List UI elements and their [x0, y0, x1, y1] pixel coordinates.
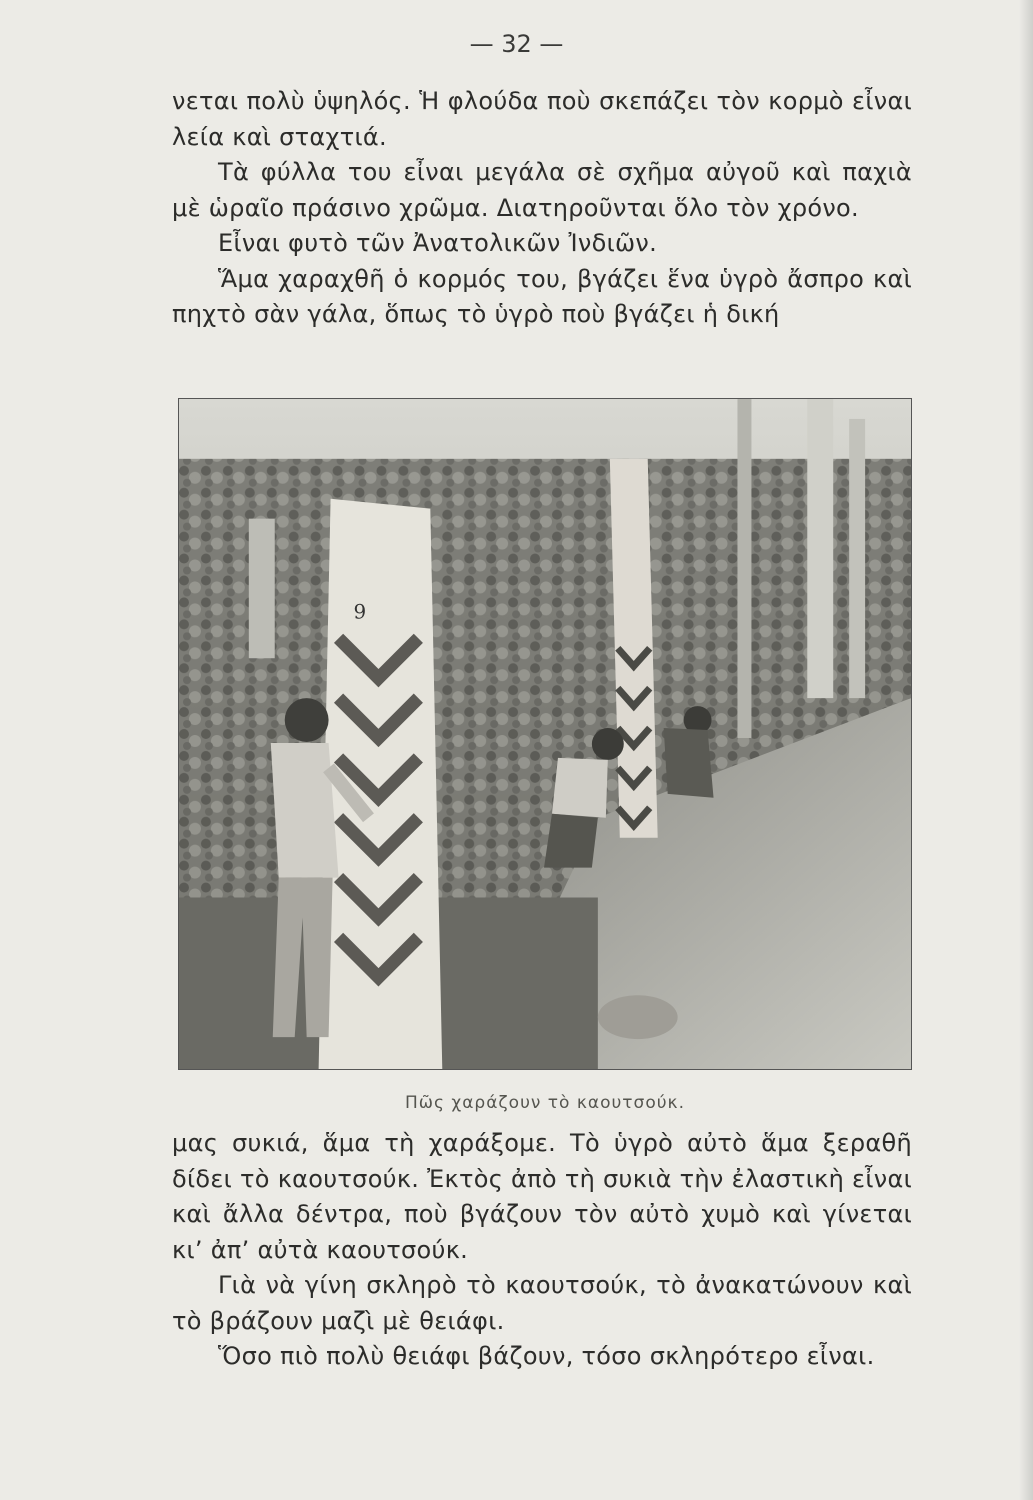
paragraph-sulfur: Γιὰ νὰ γίνη σκληρὸ τὸ καουτσούκ, τὸ ἀνακατώνουν καὶ τὸ βράζουν μαζὶ μὲ θειάφι. — [172, 1271, 912, 1335]
rock — [598, 995, 678, 1039]
photo-illustration — [179, 399, 911, 1069]
paragraph-hardness: Ὅσο πιὸ πολὺ θειάφι βάζουν, τόσο σκληρότερο εἶναι. — [218, 1342, 875, 1370]
paragraph-fig-tree: μας συκιά, ἅμα τὴ χαράξομε. Τὸ ὑγρὸ αὐτὸ ἅμα ξεραθῆ δίδει τὸ καουτσούκ. Ἐκτὸς ἀπὸ τὴ συκιὰ τὴν ἐλαστικὴ εἶναι καὶ ἄλλα δέντρα, ποὺ βγάζουν τὸν αὐτὸ χυμὸ καὶ γίνεται κι’ ἀπ’ αὐτὰ καουτσούκ. — [172, 1129, 912, 1264]
bottom-text-block — [172, 1126, 912, 1375]
rubber-tapping-photo — [178, 398, 912, 1070]
page-edge-shadow — [1019, 0, 1033, 1500]
figure-caption: Πῶς χαράζουν τὸ καουτσούκ. — [405, 1093, 685, 1113]
page-number: — 32 — — [469, 30, 564, 58]
tree-number-label: 9 — [353, 599, 367, 624]
paragraph-leaves: Τὰ φύλλα του εἶναι μεγάλα σὲ σχῆμα αὐγοῦ καὶ παχιὰ μὲ ὡραῖο πράσινο χρῶμα. Διατηροῦνται ὅλο τὸν χρόνο. — [172, 158, 912, 222]
paragraph-sap: Ἅμα χαραχθῆ ὁ κορμός του, βγάζει ἕνα ὑγρὸ ἄσπρο καὶ πηχτὸ σὰν γάλα, ὅπως τὸ ὑγρὸ ποὺ βγάζει ἡ δική — [172, 264, 912, 328]
paragraph-origin: Εἶναι φυτὸ τῶν Ἀνατολικῶν Ἰνδιῶν. — [218, 229, 658, 257]
top-text-block — [172, 84, 912, 333]
paragraph-continuation: νεται πολὺ ὑψηλός. Ἡ φλούδα ποὺ σκεπάζει τὸν κορμὸ εἶναι λεία καὶ σταχτιά. — [172, 87, 912, 151]
